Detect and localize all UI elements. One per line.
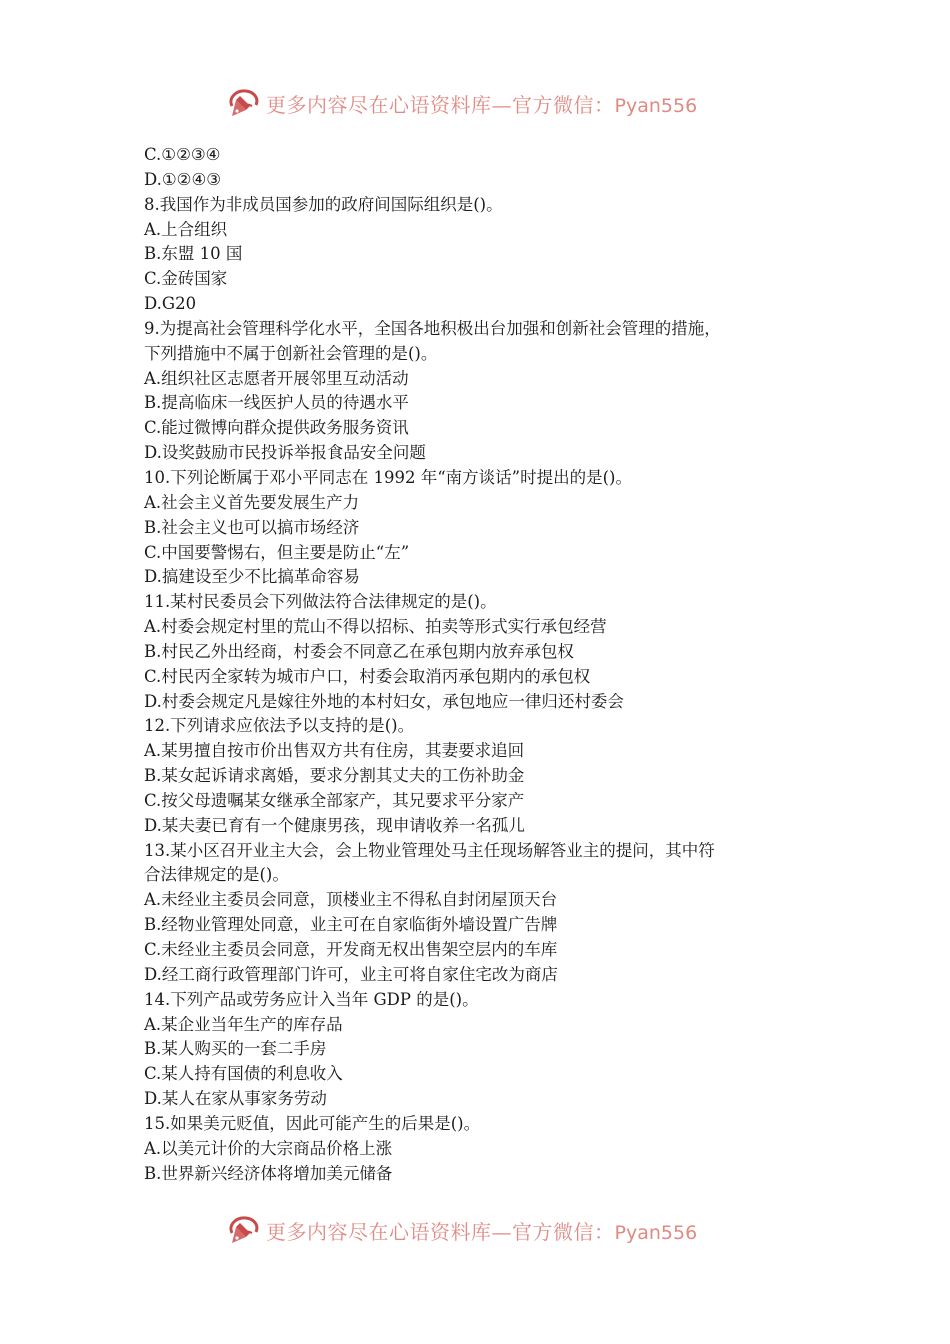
text-line: A.以美元计价的大宗商品价格上涨 (144, 1138, 393, 1158)
text-line: C.按父母遗嘱某女继承全部家产，其兄要求平分家产 (144, 790, 525, 810)
wechat-id: Pyan556 (614, 1221, 698, 1244)
text-line: 合法律规定的是()。 (144, 865, 289, 885)
text-line: 14.下列产品或劳务应计入当年 GDP 的是()。 (144, 989, 479, 1009)
text-line: A.村委会规定村里的荒山不得以招标、拍卖等形式实行承包经营 (144, 617, 607, 637)
text-line: C.中国要警惕右，但主要是防止“左” (144, 542, 410, 562)
watermark-text: 更多内容尽在心语资料库—官方微信： (266, 92, 615, 117)
text-line: 12.下列请求应依法予以支持的是()。 (144, 716, 415, 736)
header-watermark (226, 86, 697, 120)
text-line: C.某人持有国债的利息收入 (144, 1064, 343, 1084)
exam-question-list (144, 143, 824, 1186)
text-line: D.搞建设至少不比搞革命容易 (144, 567, 360, 587)
wechat-id: Pyan556 (614, 94, 698, 117)
text-line: 9.为提高社会管理科学化水平，全国各地积极出台加强和创新社会管理的措施， (144, 318, 721, 338)
text-line: D.经工商行政管理部门许可，业主可将自家住宅改为商店 (144, 964, 558, 984)
text-line: 下列措施中不属于创新社会管理的是()。 (144, 343, 438, 363)
text-line: C.①②③④ (144, 145, 221, 164)
pen-nib-swirl-logo-icon (226, 1213, 262, 1247)
text-line: D.村委会规定凡是嫁往外地的本村妇女，承包地应一律归还村委会 (144, 691, 624, 711)
text-line: D.①②④③ (144, 169, 222, 189)
text-line: 13.某小区召开业主大会，会上物业管理处马主任现场解答业主的提问，其中符 (144, 840, 715, 860)
text-line: C.能过微博向群众提供政务服务资讯 (144, 418, 409, 438)
text-line: D.设奖鼓励市民投诉举报食品安全问题 (144, 443, 426, 463)
text-line: C.未经业主委员会同意，开发商无权出售架空层内的车库 (144, 940, 558, 959)
text-line: C.村民丙全家转为城市户口，村委会取消丙承包期内的承包权 (144, 666, 591, 686)
text-line: 10.下列论断属于邓小平同志在 1992 年“南方谈话”时提出的是()。 (144, 467, 632, 487)
text-line: A.某企业当年生产的库存品 (144, 1014, 343, 1034)
text-line: B.提高临床一线医护人员的待遇水平 (144, 393, 409, 413)
text-line: 11.某村民委员会下列做法符合法律规定的是()。 (144, 592, 497, 612)
text-line: B.东盟 10 国 (144, 244, 243, 264)
text-line: A.组织社区志愿者开展邻里互动活动 (144, 368, 409, 388)
footer-watermark (226, 1213, 697, 1247)
text-line: B.某人购买的一套二手房 (144, 1039, 327, 1059)
text-line: A.某男擅自按市价出售双方共有住房，其妻要求追回 (144, 741, 525, 761)
text-line: D.某夫妻已育有一个健康男孩，现申请收养一名孤儿 (144, 815, 525, 835)
text-line: 15.如果美元贬值，因此可能产生的后果是()。 (144, 1113, 481, 1133)
text-line: B.经物业管理处同意，业主可在自家临街外墙设置广告牌 (144, 915, 558, 935)
text-line: 8.我国作为非成员国参加的政府间国际组织是()。 (144, 194, 503, 214)
text-line: A.未经业主委员会同意，顶楼业主不得私自封闭屋顶天台 (144, 890, 558, 910)
text-line: B.某女起诉请求离婚，要求分割其丈夫的工伤补助金 (144, 766, 525, 786)
watermark-text: 更多内容尽在心语资料库—官方微信： (266, 1219, 615, 1244)
pen-nib-swirl-logo-icon (226, 86, 262, 120)
text-line: A.上合组织 (144, 219, 228, 239)
text-line: B.社会主义也可以搞市场经济 (144, 517, 360, 537)
text-line: B.世界新兴经济体将增加美元储备 (144, 1163, 393, 1183)
text-line: D.某人在家从事家务劳动 (144, 1089, 327, 1109)
text-line: D.G20 (144, 294, 197, 314)
text-line: C.金砖国家 (144, 269, 228, 289)
text-line: B.村民乙外出经商，村委会不同意乙在承包期内放弃承包权 (144, 641, 574, 661)
text-line: A.社会主义首先要发展生产力 (144, 492, 360, 512)
